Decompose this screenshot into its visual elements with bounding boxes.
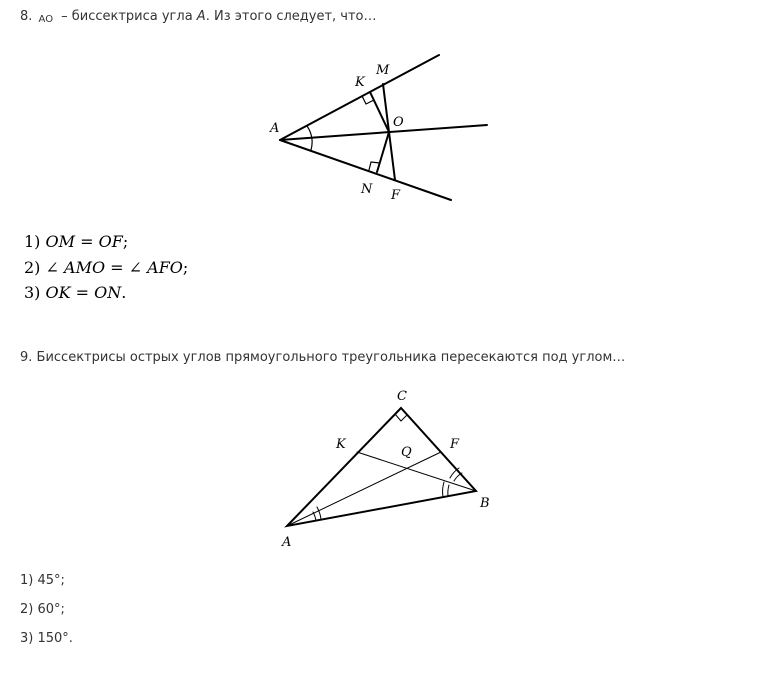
q8-option-end: ; bbox=[122, 232, 129, 251]
q9-option-1: 1) 45°; bbox=[20, 573, 65, 588]
triangle-acb bbox=[287, 408, 476, 526]
q9-option-2: 2) 60°; bbox=[20, 602, 65, 617]
q8-option-3 bbox=[24, 283, 126, 302]
q8-option-number: 2) bbox=[24, 258, 41, 277]
label-8-a: A bbox=[270, 121, 280, 136]
q8-text-letter: А bbox=[196, 9, 206, 24]
ray-upper bbox=[280, 55, 439, 140]
q8-option-number: 3) bbox=[24, 283, 41, 302]
bisector-af bbox=[287, 452, 441, 526]
label-9-b: B bbox=[480, 496, 490, 511]
angle-arc-a-2 bbox=[317, 507, 321, 519]
label-9-f: F bbox=[450, 437, 460, 452]
label-9-c: C bbox=[397, 389, 407, 404]
segment-on bbox=[377, 132, 389, 172]
label-8-n: N bbox=[361, 182, 373, 197]
label-9-q: Q bbox=[401, 445, 412, 460]
q8-option-end: . bbox=[121, 283, 127, 302]
q8-option-number: 1) bbox=[24, 232, 41, 251]
label-8-f: F bbox=[391, 188, 401, 203]
q8-number: 8. bbox=[20, 9, 33, 24]
label-9-a: A bbox=[282, 535, 292, 550]
angle-arc-b-3 bbox=[454, 473, 462, 481]
label-9-k: K bbox=[336, 437, 346, 452]
q8-text-post: . Из этого следует, что… bbox=[205, 9, 377, 24]
label-8-k: K bbox=[355, 75, 365, 90]
q9-option-3: 3) 150°. bbox=[20, 631, 73, 646]
q8-option-2 bbox=[24, 258, 188, 277]
q8-option-end: ; bbox=[182, 258, 189, 277]
label-8-m: M bbox=[376, 63, 390, 78]
right-angle-c bbox=[395, 414, 407, 421]
question-9-title: 9. Биссектрисы острых углов прямоугольного треугольника пересекаются под углом… bbox=[20, 350, 626, 365]
figure-9-right-triangle bbox=[287, 408, 476, 526]
angle-arc-b-2 bbox=[443, 482, 444, 497]
q8-option-expr: OM = OF bbox=[45, 232, 123, 251]
angle-arc-b-1 bbox=[448, 485, 449, 496]
q8-text-pre: – биссектриса угла bbox=[61, 9, 197, 24]
q8-option-expr: ∠ AMO = ∠ AFO bbox=[45, 258, 183, 277]
label-8-o: O bbox=[393, 115, 404, 130]
q8-ao-label: AO bbox=[38, 14, 54, 25]
q8-option-expr: OK = ON bbox=[45, 283, 122, 302]
q8-option-1 bbox=[24, 232, 128, 251]
